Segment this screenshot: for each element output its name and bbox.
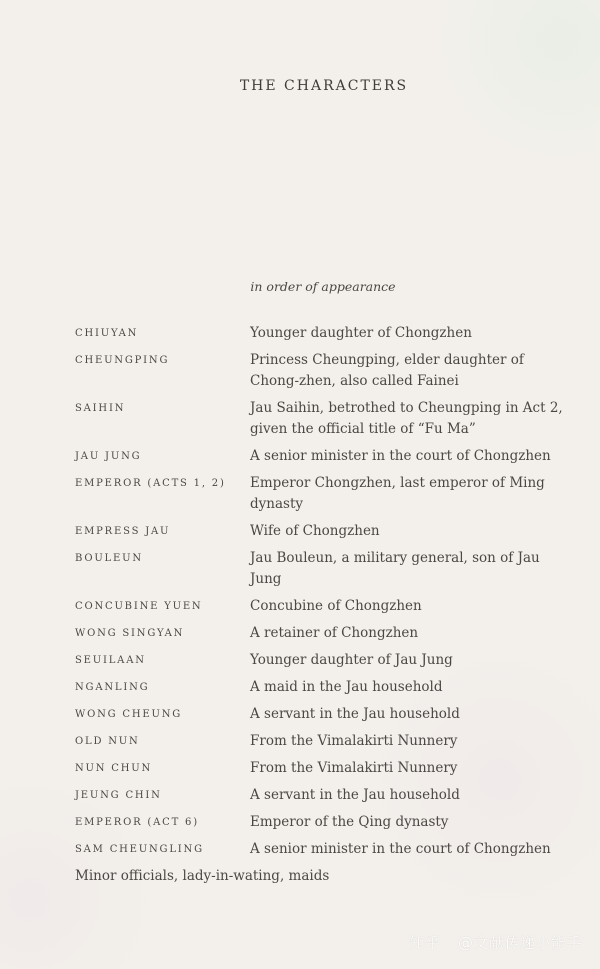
character-name: WONG CHEUNG bbox=[75, 709, 183, 720]
character-row bbox=[75, 398, 575, 440]
character-row bbox=[75, 623, 575, 644]
character-list bbox=[75, 323, 575, 887]
character-name: NGANLING bbox=[75, 682, 150, 693]
character-row bbox=[75, 812, 575, 833]
watermark bbox=[410, 932, 582, 953]
character-description: Concubine of Chongzhen bbox=[250, 598, 422, 614]
watermark-user: @文献传递小能手 bbox=[457, 934, 582, 952]
character-description: From the Vimalakirti Nunnery bbox=[250, 760, 458, 776]
character-row bbox=[75, 350, 575, 392]
character-row bbox=[75, 731, 575, 752]
character-row bbox=[75, 758, 575, 779]
character-name: BOULEUN bbox=[75, 553, 143, 564]
character-name: EMPEROR (ACTS 1, 2) bbox=[75, 478, 226, 489]
character-name: SAM CHEUNGLING bbox=[75, 844, 204, 855]
character-name: EMPEROR (ACT 6) bbox=[75, 817, 199, 828]
character-name: WONG SINGYAN bbox=[75, 628, 185, 639]
watermark-site: 知乎 bbox=[409, 934, 441, 952]
character-description: A servant in the Jau household bbox=[250, 787, 460, 803]
character-description: Younger daughter of Jau Jung bbox=[250, 652, 453, 668]
character-description: A senior minister in the court of Chongzhen bbox=[250, 448, 551, 464]
character-description: Jau Bouleun, a military general, son of Jau Jung bbox=[250, 550, 540, 587]
character-description: Princess Cheungping, elder daughter of Chong-zhen, also called Fainei bbox=[250, 352, 524, 389]
page-subtitle: in order of appearance bbox=[250, 279, 396, 294]
character-row bbox=[75, 704, 575, 725]
character-description: A retainer of Chongzhen bbox=[250, 625, 419, 641]
character-row bbox=[75, 323, 575, 344]
character-name: SAIHIN bbox=[75, 403, 126, 414]
character-description: A maid in the Jau household bbox=[250, 679, 443, 695]
character-name: OLD NUN bbox=[75, 736, 140, 747]
character-name: CHEUNGPING bbox=[75, 355, 170, 366]
character-row bbox=[75, 446, 575, 467]
character-row bbox=[75, 521, 575, 542]
character-name: CONCUBINE YUEN bbox=[75, 601, 203, 612]
page-title: THE CHARACTERS bbox=[239, 78, 409, 94]
character-name: JEUNG CHIN bbox=[75, 790, 162, 801]
character-description: Emperor Chongzhen, last emperor of Ming dynasty bbox=[250, 475, 545, 512]
character-description: Younger daughter of Chongzhen bbox=[250, 325, 472, 341]
character-row bbox=[75, 596, 575, 617]
character-row bbox=[75, 473, 575, 515]
character-name: CHIUYAN bbox=[75, 328, 139, 339]
character-name: SEUILAAN bbox=[75, 655, 146, 666]
character-description: From the Vimalakirti Nunnery bbox=[250, 733, 458, 749]
minor-characters-note: Minor officials, lady-in-wating, maids bbox=[75, 868, 330, 884]
character-description: Emperor of the Qing dynasty bbox=[250, 814, 449, 830]
character-description: Jau Saihin, betrothed to Cheungping in Act 2, given the official title of “Fu Ma” bbox=[250, 400, 563, 437]
character-name: JAU JUNG bbox=[75, 451, 142, 462]
character-name: EMPRESS JAU bbox=[75, 526, 171, 537]
character-description: A senior minister in the court of Chongzhen bbox=[250, 841, 551, 857]
character-row bbox=[75, 785, 575, 806]
character-description: A servant in the Jau household bbox=[250, 706, 460, 722]
character-row bbox=[75, 677, 575, 698]
character-row bbox=[75, 650, 575, 671]
character-description: Wife of Chongzhen bbox=[250, 523, 380, 539]
character-name: NUN CHUN bbox=[75, 763, 153, 774]
character-row bbox=[75, 839, 575, 860]
character-row bbox=[75, 548, 575, 590]
